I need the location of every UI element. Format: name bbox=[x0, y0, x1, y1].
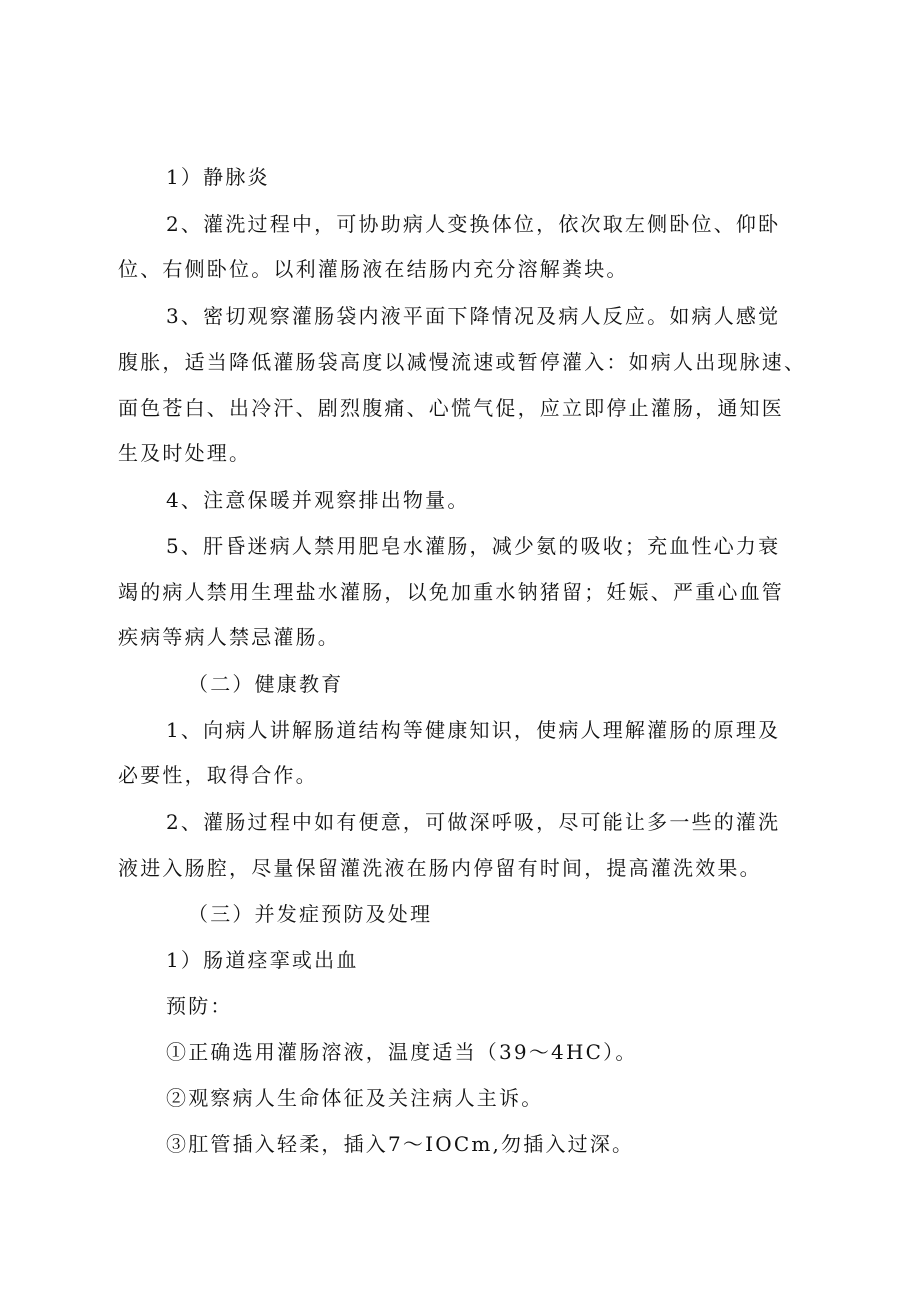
label-prevention: 预防： bbox=[166, 994, 233, 1018]
paragraph-3-line-2: 腹胀，适当降低灌肠袋高度以减慢流速或暂停灌入：如病人出现脉速、 bbox=[118, 350, 807, 374]
paragraph-3-line-4: 生及时处理。 bbox=[118, 441, 252, 465]
paragraph-2-line-1: 2、灌洗过程中，可协助病人变换体位，依次取左侧卧位、仰卧 bbox=[166, 212, 781, 236]
paragraph-4-line-1: 4、注意保暖并观察排出物量。 bbox=[166, 488, 470, 512]
section-heading-complications: （三）并发症预防及处理 bbox=[188, 902, 433, 926]
paragraph-7-line-2: 液进入肠腔，尽量保留灌洗液在肠内停留有时间，提高灌洗效果。 bbox=[118, 856, 762, 880]
list-item-spasm-bleeding: 1）肠道痉挛或出血 bbox=[166, 948, 359, 972]
prevention-item-3: ③肛管插入轻柔，插入7～IOCm,勿插入过深。 bbox=[166, 1132, 635, 1156]
paragraph-6-line-2: 必要性，取得合作。 bbox=[118, 763, 318, 787]
paragraph-5-line-2: 竭的病人禁用生理盐水灌肠，以免加重水钠猪留；妊娠、严重心血管 bbox=[118, 580, 784, 604]
list-item-phlebitis: 1）静脉炎 bbox=[166, 165, 270, 189]
paragraph-5-line-1: 5、肝昏迷病人禁用肥皂水灌肠，减少氨的吸收；充血性心力衰 bbox=[166, 534, 781, 558]
paragraph-7-line-1: 2、灌肠过程中如有便意，可做深呼吸，尽可能让多一些的灌洗 bbox=[166, 810, 781, 834]
paragraph-5-line-3: 疾病等病人禁忌灌肠。 bbox=[118, 625, 340, 649]
section-heading-health-education: （二）健康教育 bbox=[188, 672, 344, 696]
prevention-item-2: ②观察病人生命体征及关注病人主诉。 bbox=[166, 1086, 544, 1110]
paragraph-3-line-3: 面色苍白、出冷汗、剧烈腹痛、心慌气促，应立即停止灌肠，通知医 bbox=[118, 396, 784, 420]
prevention-item-1: ①正确选用灌肠溶液，温度适当（39～4HC）。 bbox=[166, 1040, 638, 1064]
paragraph-2-line-2: 位、右侧卧位。以利灌肠液在结肠内充分溶解粪块。 bbox=[118, 257, 629, 281]
paragraph-3-line-1: 3、密切观察灌肠袋内液平面下降情况及病人反应。如病人感觉 bbox=[166, 304, 781, 328]
paragraph-6-line-1: 1、向病人讲解肠道结构等健康知识，使病人理解灌肠的原理及 bbox=[166, 718, 781, 742]
